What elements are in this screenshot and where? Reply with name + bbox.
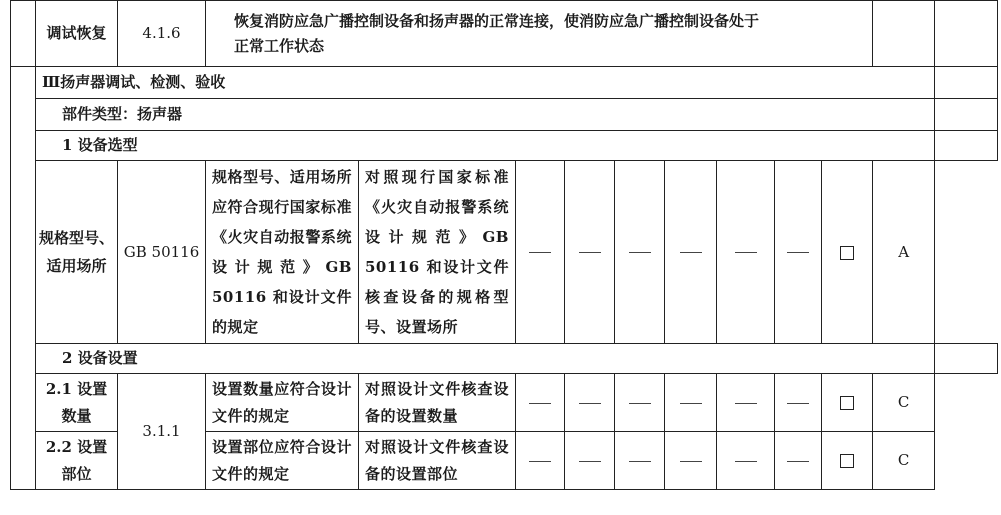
cell-check-result xyxy=(873,1,935,67)
cell-method: 对照设计文件核查设备的设置数量 xyxy=(359,374,516,432)
checkbox-icon[interactable] xyxy=(840,396,854,410)
cell-dash xyxy=(565,374,615,432)
table-row-model xyxy=(11,161,998,344)
cell-requirement: 设置数量应符合设计文件的规定 xyxy=(206,374,359,432)
dash-mark xyxy=(629,461,651,462)
dash-mark xyxy=(579,461,601,462)
cell-blank xyxy=(935,67,998,99)
dash-mark xyxy=(529,461,551,462)
cell-requirement: 规格型号、适用场所应符合现行国家标准《火灾自动报警系统设计规范》GB 50116 和设计文件的规定 xyxy=(206,161,359,344)
cell-dash xyxy=(717,432,775,490)
dash-mark xyxy=(787,403,809,404)
dash-mark xyxy=(680,403,702,404)
checkbox-icon[interactable] xyxy=(840,454,854,468)
section-title: Ⅲ扬声器调试、检测、验收 xyxy=(36,67,935,99)
table-row-component-type xyxy=(11,99,998,131)
cell-method: 对照设计文件核查设备的设置部位 xyxy=(359,432,516,490)
dash-mark xyxy=(787,461,809,462)
dash-mark xyxy=(680,252,702,253)
dash-mark xyxy=(735,252,757,253)
cell-dash xyxy=(565,432,615,490)
cell-grade: C xyxy=(873,374,935,432)
cell-item: 调试恢复 xyxy=(36,1,118,67)
cell-clause: 4.1.6 xyxy=(118,1,206,67)
cell-dash xyxy=(717,374,775,432)
table-row-section xyxy=(11,67,998,99)
cell-grade: C xyxy=(873,432,935,490)
cell-dash xyxy=(665,374,717,432)
dash-mark xyxy=(529,252,551,253)
dash-mark xyxy=(787,252,809,253)
cell-requirement: 设置部位应符合设计文件的规定 xyxy=(206,432,359,490)
cell-dash xyxy=(775,374,822,432)
dash-mark xyxy=(680,461,702,462)
cell-dash xyxy=(665,432,717,490)
checkbox-icon[interactable] xyxy=(840,246,854,260)
cell-grade: A xyxy=(873,161,935,344)
cell-dash xyxy=(615,161,665,344)
dash-mark xyxy=(629,252,651,253)
inspection-table xyxy=(10,0,998,490)
component-type: 部件类型：扬声器 xyxy=(36,99,935,131)
dash-mark xyxy=(529,403,551,404)
group-title-setting: 2 设备设置 xyxy=(36,344,935,374)
cell-item: 2.2 设置部位 xyxy=(36,432,118,490)
cell-checkbox[interactable] xyxy=(822,161,873,344)
cell-checkbox[interactable] xyxy=(822,374,873,432)
cell-dash xyxy=(665,161,717,344)
cell-checkbox[interactable] xyxy=(822,432,873,490)
table-row-group-1 xyxy=(11,131,998,161)
cell-dash xyxy=(516,161,565,344)
dash-mark xyxy=(579,403,601,404)
cell-dash xyxy=(516,432,565,490)
cell-dash xyxy=(775,161,822,344)
dash-mark xyxy=(735,461,757,462)
cell-requirement: 恢复消防应急广播控制设备和扬声器的正常连接，使消防应急广播控制设备处于正常工作状态 xyxy=(206,1,873,67)
cell-dash xyxy=(565,161,615,344)
table-row-quantity xyxy=(11,374,998,432)
table-row-group-2 xyxy=(11,344,998,374)
cell-dash xyxy=(615,374,665,432)
cell-item: 2.1 设置数量 xyxy=(36,374,118,432)
cell-blank xyxy=(935,131,998,161)
cell-clause: 3.1.1 xyxy=(118,374,206,490)
cell-blank xyxy=(935,99,998,131)
dash-mark xyxy=(579,252,601,253)
cell-clause: GB 50116 xyxy=(118,161,206,344)
dash-mark xyxy=(629,403,651,404)
cell-grade xyxy=(935,1,998,67)
cell-dash xyxy=(615,432,665,490)
table-row-restore xyxy=(11,1,998,67)
cell-dash xyxy=(516,374,565,432)
cell-item: 规格型号、适用场所 xyxy=(36,161,118,344)
cell-dash xyxy=(775,432,822,490)
cell-blank xyxy=(935,344,998,374)
cell-method: 对照现行国家标准《火灾自动报警系统设计规范》GB 50116 和设计文件核查设备的规格型号、设置场所 xyxy=(359,161,516,344)
dash-mark xyxy=(735,403,757,404)
cell-blank xyxy=(11,1,36,67)
group-title-selection: 1 设备选型 xyxy=(36,131,935,161)
cell-left-margin xyxy=(11,67,36,490)
cell-dash xyxy=(717,161,775,344)
